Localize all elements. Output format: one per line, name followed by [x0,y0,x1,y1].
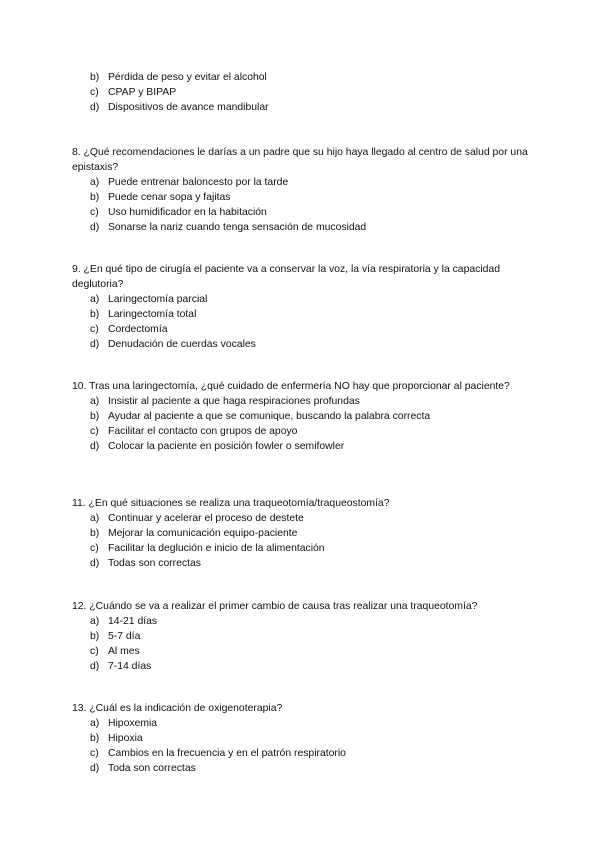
option-item [72,614,532,629]
option-list [72,175,532,235]
option-letter: a) [90,294,100,305]
option-letter: b) [90,528,100,539]
option-text: Toda son correctas [108,763,196,774]
question-text: 12. ¿Cuándo se va a realizar el primer cambio de causa tras realizar una traqueotomía? [72,601,478,612]
option-list [72,511,532,571]
option-text: Dispositivos de avance mandibular [108,102,269,113]
option-letter: d) [90,441,100,452]
option-item [72,761,532,776]
question-11 [72,496,532,571]
option-letter: b) [90,733,100,744]
option-letter: c) [90,748,99,759]
option-item [72,70,532,85]
question-text: 8. ¿Qué recomendaciones le darías a un padre que su hijo haya llegado al centro de salud por una epistaxis? [72,147,528,173]
option-item [72,190,532,205]
option-letter: c) [90,87,99,98]
option-item [72,644,532,659]
option-list [72,614,532,674]
option-item [72,716,532,731]
option-item [72,337,532,352]
option-letter: b) [90,309,100,320]
question-text: 13. ¿Cuál es la indicación de oxigenoterapia? [72,703,283,714]
option-item [72,526,532,541]
option-letter: a) [90,718,100,729]
option-text: Cordectomía [108,324,168,335]
option-text: Al mes [108,646,140,657]
option-list [72,716,532,776]
option-letter: c) [90,207,99,218]
question-text: 10. Tras una laringectomía, ¿qué cuidado de enfermería NO hay que proporcionar al paciente? [72,381,510,392]
question-10 [72,379,532,454]
option-item [72,220,532,235]
question-9 [72,262,532,352]
question-8 [72,145,532,235]
option-letter: c) [90,426,99,437]
option-letter: d) [90,558,100,569]
option-text: 14-21 días [108,616,158,627]
option-item [72,424,532,439]
option-letter: a) [90,616,100,627]
option-text: 5-7 día [108,631,141,642]
option-item [72,307,532,322]
option-letter: a) [90,177,100,188]
option-letter: d) [90,661,100,672]
option-letter: b) [90,411,100,422]
option-item [72,100,532,115]
question-12 [72,599,532,674]
option-text: Todas son correctas [108,558,201,569]
option-text: Continuar y acelerar el proceso de destete [108,513,304,524]
option-letter: b) [90,72,100,83]
question-text: 9. ¿En qué tipo de cirugía el paciente va a conservar la voz, la vía respiratoria y la capacidad deglutoria? [72,264,500,290]
option-text: Laringectomía total [108,309,197,320]
question-text: 11. ¿En qué situaciones se realiza una traqueotomía/traqueostomía? [72,498,390,509]
option-text: Hipoxia [108,733,143,744]
option-item [72,731,532,746]
option-text: Pérdida de peso y evitar el alcohol [108,72,267,83]
option-letter: c) [90,646,99,657]
option-item [72,439,532,454]
option-letter: b) [90,192,100,203]
option-text: Colocar la paciente en posición fowler o semifowler [108,441,345,452]
option-letter: b) [90,631,100,642]
option-item [72,85,532,100]
option-text: Denudación de cuerdas vocales [108,339,256,350]
option-text: CPAP y BIPAP [108,87,177,98]
option-text: 7-14 días [108,661,152,672]
option-list [72,394,532,454]
option-text: Uso humidificador en la habitación [108,207,267,218]
option-text: Sonarse la nariz cuando tenga sensación de mucosidad [108,222,367,233]
option-letter: a) [90,396,100,407]
option-item [72,394,532,409]
option-text: Ayudar al paciente a que se comunique, buscando la palabra correcta [108,411,431,422]
question-7-continuation [72,70,532,115]
option-letter: d) [90,222,100,233]
option-item [72,629,532,644]
option-list [72,292,532,352]
option-text: Insistir al paciente a que haga respiraciones profundas [108,396,360,407]
option-text: Puede entrenar baloncesto por la tarde [108,177,289,188]
option-text: Hipoxemia [108,718,158,729]
option-item [72,556,532,571]
option-item [72,659,532,674]
option-item [72,322,532,337]
option-text: Laringectomía parcial [108,294,208,305]
question-13 [72,701,532,776]
option-item [72,205,532,220]
option-letter: d) [90,339,100,350]
option-text: Facilitar la deglución e inicio de la alimentación [108,543,325,554]
option-letter: c) [90,324,99,335]
option-text: Puede cenar sopa y fajitas [108,192,231,203]
option-letter: d) [90,763,100,774]
option-letter: d) [90,102,100,113]
option-item [72,541,532,556]
option-list [72,70,532,115]
option-item [72,292,532,307]
option-item [72,746,532,761]
option-item [72,511,532,526]
option-text: Mejorar la comunicación equipo-paciente [108,528,298,539]
option-item [72,175,532,190]
option-text: Facilitar el contacto con grupos de apoyo [108,426,298,437]
option-item [72,409,532,424]
option-text: Cambios en la frecuencia y en el patrón respiratorio [108,748,346,759]
option-letter: c) [90,543,99,554]
option-letter: a) [90,513,100,524]
